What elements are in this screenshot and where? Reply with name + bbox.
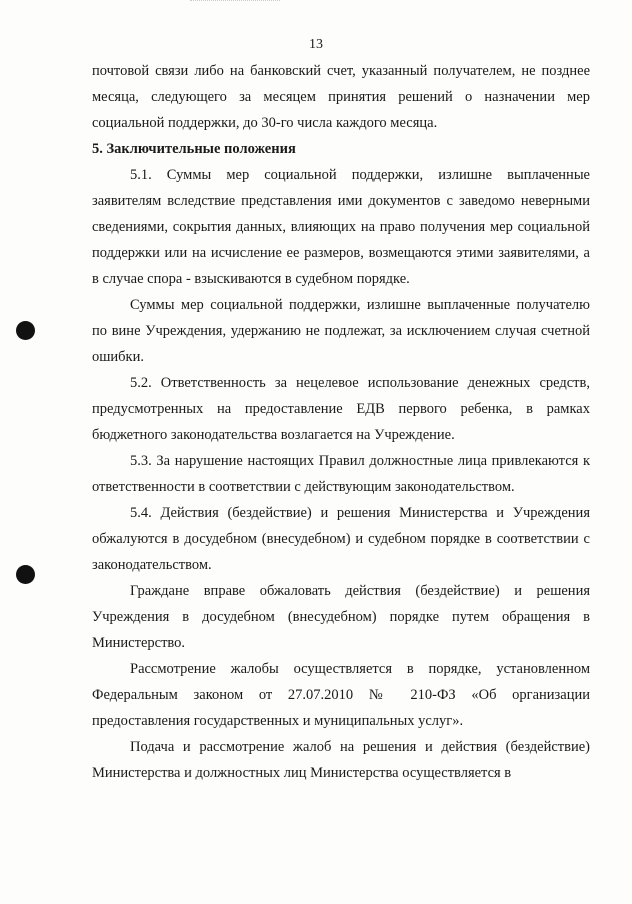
punch-hole — [16, 321, 35, 340]
document-body — [92, 58, 590, 786]
paragraph-complaint-review: Рассмотрение жалобы осуществляется в порядке, установленном Федеральным законом от 27.07.2010 № 210-ФЗ «Об организации предоставления государственных и муниципальных услуг». — [92, 661, 590, 729]
paragraph-appeal-rights: Граждане вправе обжаловать действия (бездействие) и решения Учреждения в досудебном (внесудебном) порядке путем обращения в Министерство. — [92, 583, 590, 651]
scan-artifact — [190, 0, 280, 7]
paragraph-overpayment: Суммы мер социальной поддержки, излишне выплаченные получателю по вине Учреждения, удержанию не подлежат, за исключением случая счетной ошибки. — [92, 297, 590, 365]
punch-hole — [16, 565, 35, 584]
page-number: 13 — [309, 37, 323, 52]
section-heading: 5. Заключительные положения — [92, 141, 296, 157]
paragraph-5-3: 5.3. За нарушение настоящих Правил должностные лица привлекаются к ответственности в соответствии с действующим законодательством. — [92, 453, 590, 495]
paragraph-complaint-submission: Подача и рассмотрение жалоб на решения и действия (бездействие) Министерства и должностных лиц Министерства осуществляется в — [92, 739, 590, 781]
paragraph-5-2: 5.2. Ответственность за нецелевое использование денежных средств, предусмотренных на предоставление ЕДВ первого ребенка, в рамках бюджетного законодательства возлагается на Учреждение. — [92, 375, 590, 443]
paragraph-5-4: 5.4. Действия (бездействие) и решения Министерства и Учреждения обжалуются в досудебном (внесудебном) и судебном порядке в соответствии с законодательством. — [92, 505, 590, 573]
paragraph-continuation: почтовой связи либо на банковский счет, указанный получателем, не позднее месяца, следующего за месяцем принятия решений о назначении мер социальной поддержки, до 30-го числа каждого месяца. — [92, 63, 590, 131]
paragraph-5-1: 5.1. Суммы мер социальной поддержки, излишне выплаченные заявителям вследствие представления ими документов с заведомо неверными сведениями, сокрытия данных, влияющих на право получения мер социальной поддержки или на исчисление ее размеров, возмещаются этими заявителями, а в случае спора - взыскиваются в судебном порядке. — [92, 167, 590, 287]
